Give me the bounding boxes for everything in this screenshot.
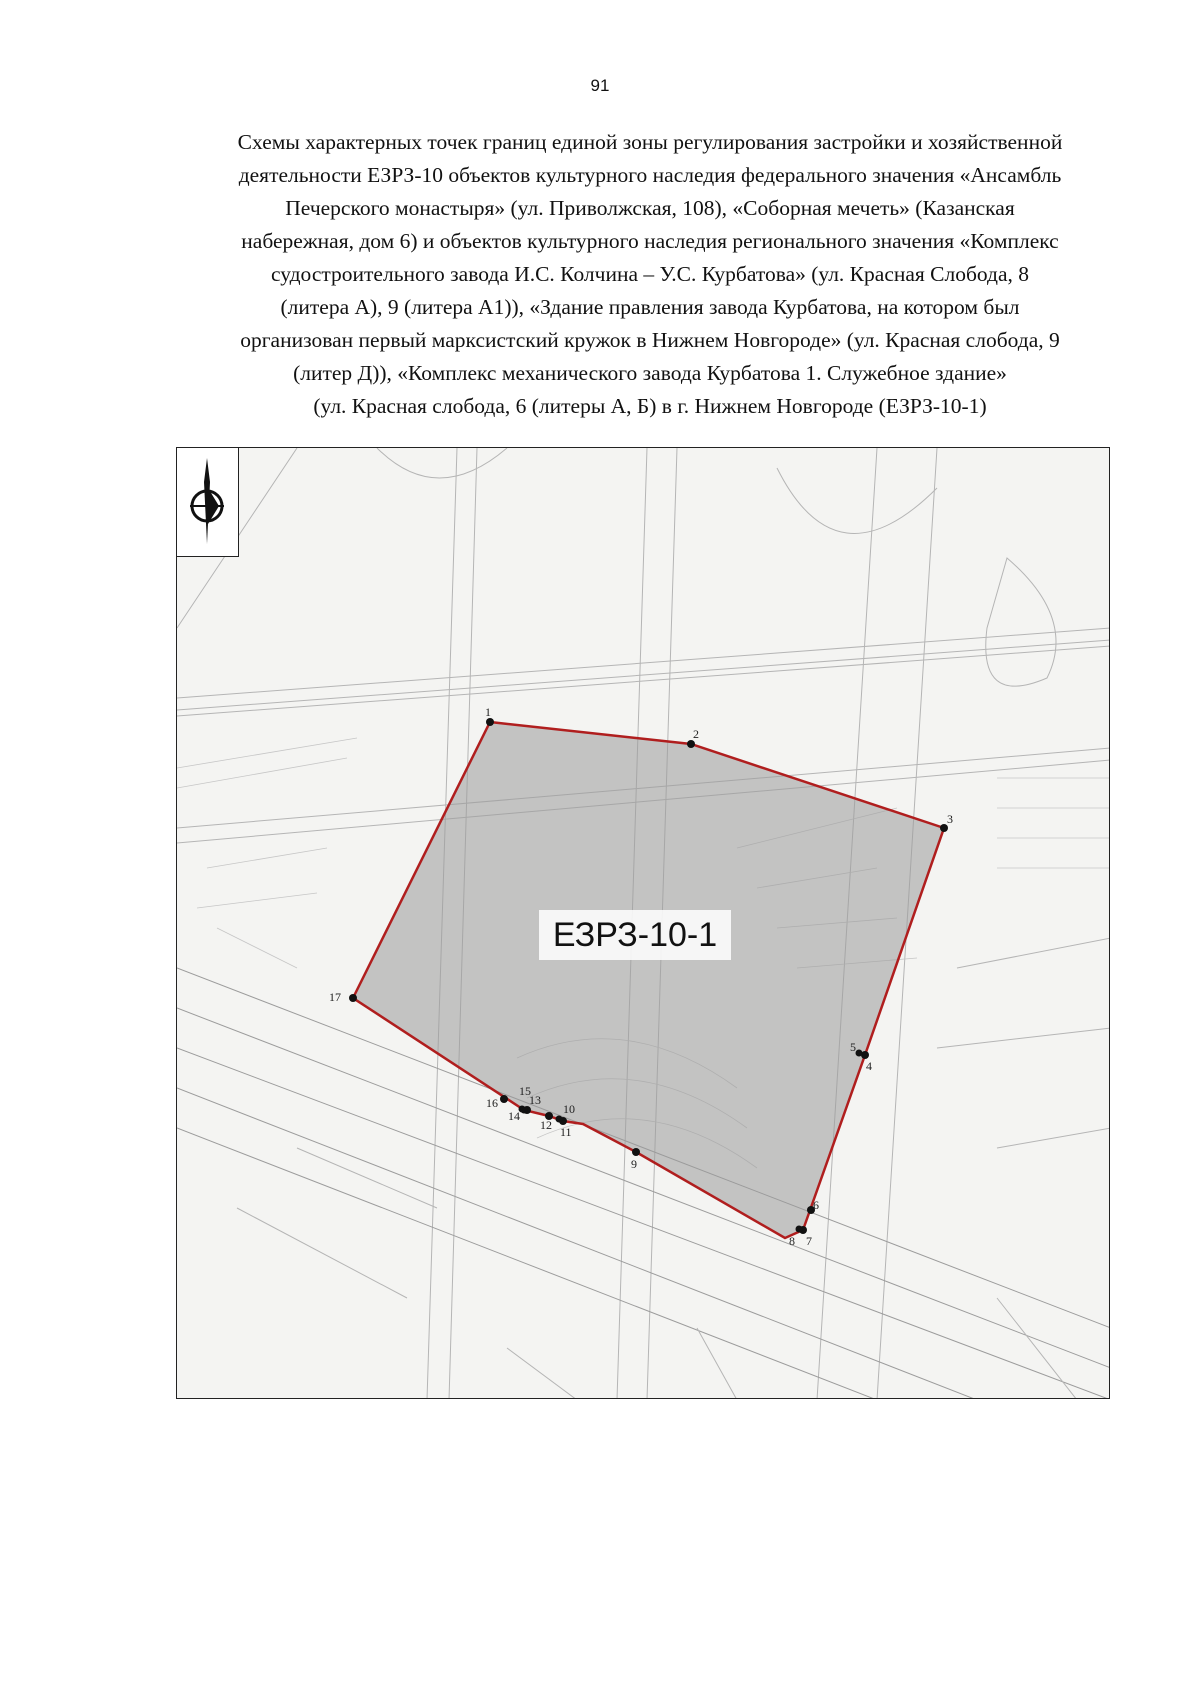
title-line: Схемы характерных точек границ единой зоны регулирования застройки и хозяйственной <box>237 130 1063 154</box>
title-line: организован первый марксистский кружок в Нижнем Новгороде» (ул. Красная слобода, 9 <box>240 328 1060 352</box>
title-line: Печерского монастыря» (ул. Приволжская, 108), «Соборная мечеть» (Казанская <box>285 196 1015 220</box>
point-label: 9 <box>631 1157 637 1171</box>
point-label: 2 <box>693 727 699 741</box>
boundary-point <box>796 1226 803 1233</box>
title-line: (литер Д)), «Комплекс механического завода Курбатова 1. Служебное здание» <box>293 361 1007 385</box>
zone-map <box>176 447 1110 1399</box>
boundary-point <box>500 1095 508 1103</box>
page-number: 91 <box>590 76 610 95</box>
point-label: 6 <box>813 1198 819 1212</box>
point-label: 12 <box>540 1118 552 1132</box>
point-label: 7 <box>806 1234 812 1248</box>
boundary-point <box>349 994 357 1002</box>
point-label: 4 <box>866 1059 872 1073</box>
compass-box <box>177 448 239 557</box>
boundary-point <box>521 1107 528 1114</box>
point-label: 15 <box>519 1084 531 1098</box>
point-label: 1 <box>485 705 491 719</box>
point-label: 13 <box>529 1093 541 1107</box>
point-label: 11 <box>560 1125 572 1139</box>
point-label: 3 <box>947 812 953 826</box>
title-line: (литера А), 9 (литера А1)), «Здание правления завода Курбатова, на котором был <box>280 295 1020 319</box>
point-label: 10 <box>563 1102 575 1116</box>
point-label: 5 <box>850 1040 856 1054</box>
title-line: судостроительного завода И.С. Колчина – У.С. Курбатова» (ул. Красная Слобода, 8 <box>270 262 1030 286</box>
point-label: 14 <box>508 1109 520 1123</box>
boundary-point <box>856 1050 863 1057</box>
point-label: 8 <box>789 1234 795 1248</box>
boundary-point <box>556 1116 563 1123</box>
point-label: 16 <box>486 1096 498 1110</box>
title-line: набережная, дом 6) и объектов культурного наследия регионального значения «Комплекс <box>241 229 1059 253</box>
title-line: деятельности ЕЗРЗ-10 объектов культурного наследия федерального значения «Ансамбль <box>238 163 1062 187</box>
north-arrow-icon <box>177 448 238 556</box>
point-label: 17 <box>329 990 341 1004</box>
boundary-point <box>486 718 494 726</box>
boundary-point <box>687 740 695 748</box>
zone-boundary-polygon <box>353 722 944 1238</box>
zone-label: ЕЗРЗ-10-1 <box>539 910 731 960</box>
title-line: (ул. Красная слобода, 6 (литеры А, Б) в г. Нижнем Новгороде (ЕЗРЗ-10-1) <box>313 394 987 418</box>
boundary-point <box>632 1148 640 1156</box>
document-title <box>170 126 1130 423</box>
